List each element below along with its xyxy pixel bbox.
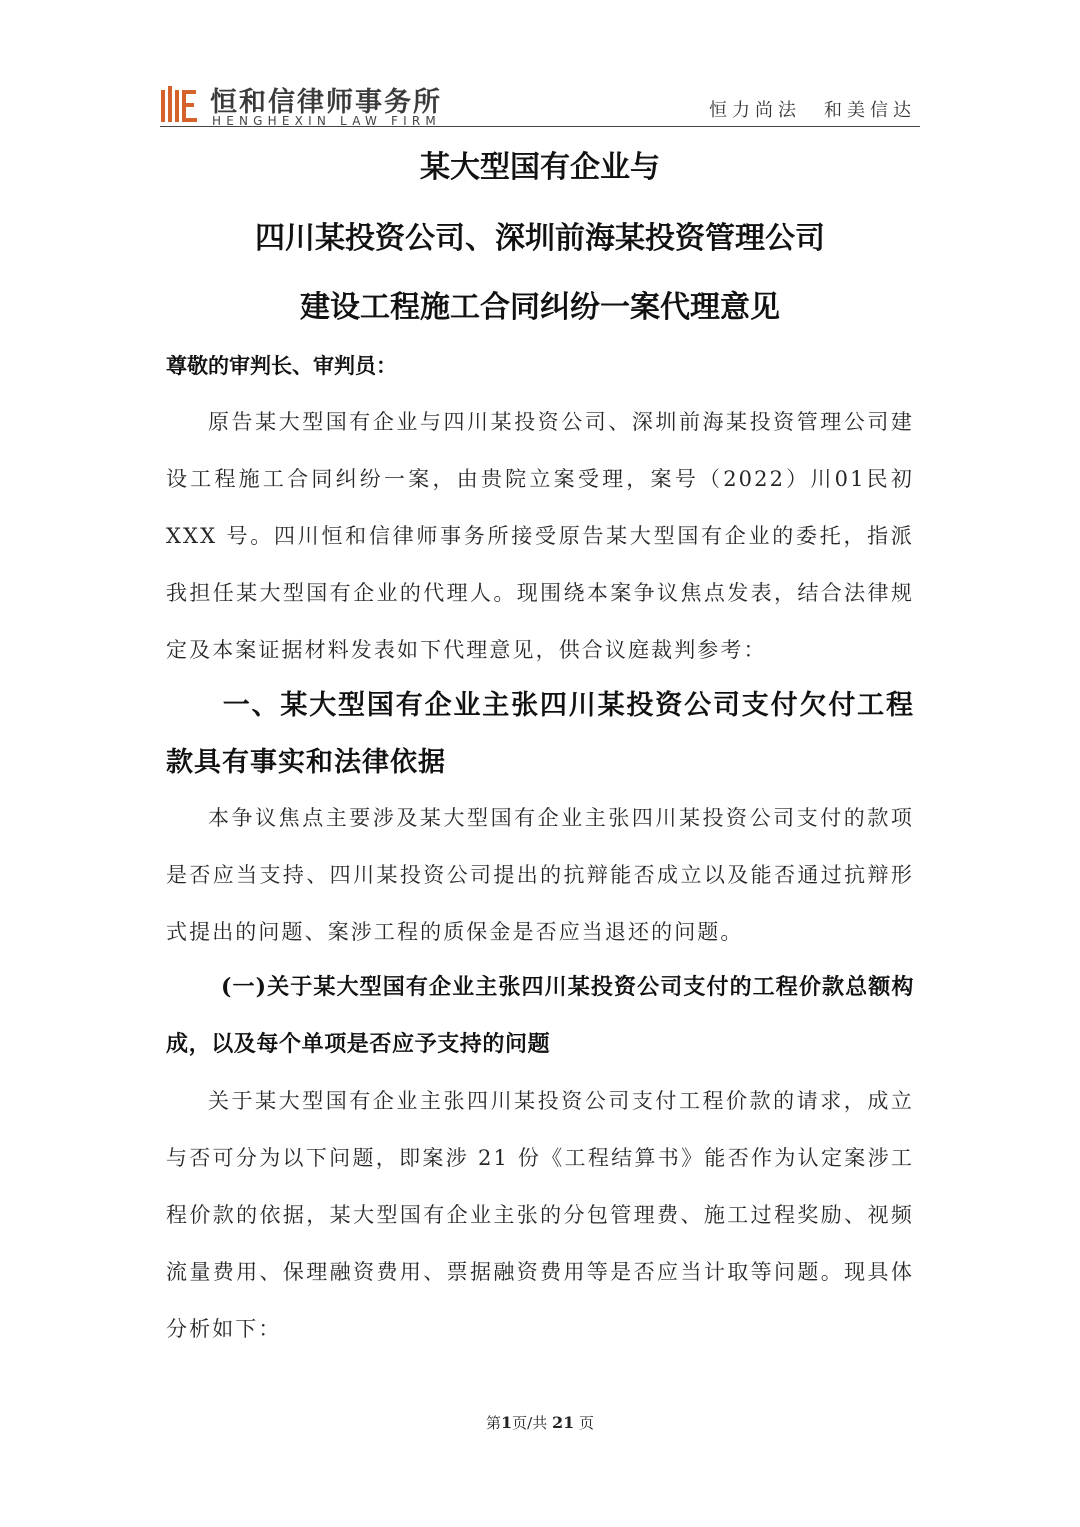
firm-logo-icon [160, 86, 200, 124]
firm-name-cn: 恒和信律师事务所 [210, 87, 442, 118]
intro-paragraph: 原告某大型国有企业与四川某投资公司、深圳前海某投资管理公司建设工程施工合同纠纷一案，由贵院立案受理，案号（2022）川01民初 XXX 号。四川恒和信律师事务所接受原告某大型国有企业的委托，指派我担任某大型国有企业的代理人。现围绕本案争议焦点发表，结合法律规定及本案证据材料发表如下代理意见，供合议庭裁判参考： [166, 410, 914, 662]
subsection-heading-1: (一)关于某大型国有企业主张四川某投资公司支付的工程价款总额构成，以及每个单项是否应予支持的问题 [166, 974, 914, 1057]
document-title-line-3: 建设工程施工合同纠纷一案代理意见 [300, 290, 780, 325]
section-heading-1: 一、某大型国有企业主张四川某投资公司支付欠付工程款具有事实和法律依据 [166, 690, 914, 778]
document-title-line-1: 某大型国有企业与 [420, 150, 660, 185]
header-divider [160, 126, 920, 127]
salutation: 尊敬的审判长、审判员： [166, 353, 397, 378]
page-footer [0, 1412, 1080, 1433]
firm-motto: 恒力尚法 和美信达 [709, 100, 916, 121]
footer-prefix: 第 [485, 1414, 501, 1432]
footer-middle: 页/共 [512, 1414, 552, 1432]
footer-suffix: 页 [574, 1414, 595, 1432]
current-page-number: 1 [501, 1413, 513, 1432]
total-page-number: 21 [551, 1413, 575, 1432]
document-title-line-2: 四川某投资公司、深圳前海某投资管理公司 [255, 221, 825, 256]
firm-name-en: HENGHEXIN LAW FIRM [212, 114, 441, 128]
section-1-paragraph: 本争议焦点主要涉及某大型国有企业主张四川某投资公司支付的款项是否应当支持、四川某投资公司提出的抗辩能否成立以及能否通过抗辩形式提出的问题、案涉工程的质保金是否应当退还的问题。 [166, 806, 914, 944]
letterhead [160, 80, 920, 128]
subsection-1-paragraph: 关于某大型国有企业主张四川某投资公司支付工程价款的请求，成立与否可分为以下问题，即案涉 21 份《工程结算书》能否作为认定案涉工程价款的依据，某大型国有企业主张的分包管理费、施工过程奖励、视频流量费用、保理融资费用、票据融资费用等是否应当计取等问题。现具体分析如下： [166, 1089, 914, 1341]
